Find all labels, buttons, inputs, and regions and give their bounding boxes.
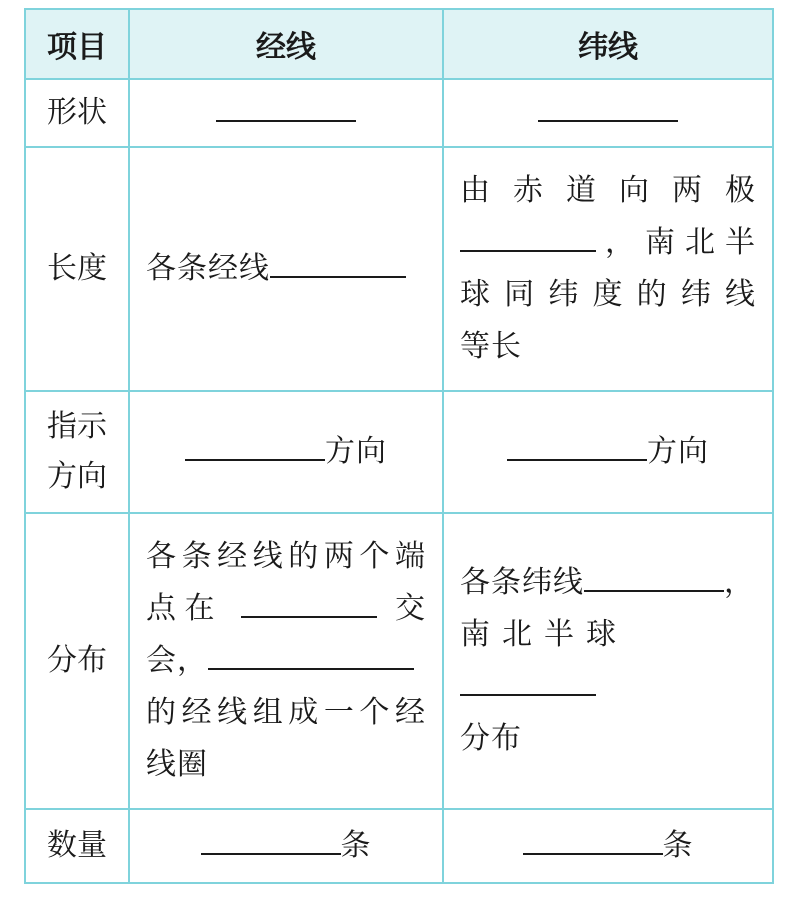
label-shape: 形状 (25, 79, 129, 147)
parallel-length-blank[interactable] (460, 220, 596, 252)
label-direction (25, 391, 129, 513)
parallel-dist-line2-text: 南北半球 (460, 617, 628, 652)
comparison-table (24, 8, 774, 884)
meridian-length-blank[interactable] (270, 246, 406, 278)
label-direction-line2: 方向 (47, 459, 107, 494)
parallel-dist-blank-2[interactable] (460, 664, 596, 696)
meridian-length-cell (129, 147, 443, 391)
label-direction-line1: 指示 (47, 409, 107, 444)
row-direction (25, 391, 773, 513)
meridian-dist-line2-a: 点在 (146, 591, 223, 626)
row-shape (25, 79, 773, 147)
meridian-dist-blank-1[interactable] (241, 586, 377, 618)
meridian-direction-suffix: 方向 (325, 434, 387, 469)
meridian-shape-blank[interactable] (216, 90, 356, 122)
row-count (25, 809, 773, 883)
meridian-shape-cell (129, 79, 443, 147)
label-count: 数量 (25, 809, 129, 883)
meridian-dist-line3 (146, 635, 426, 687)
meridian-direction-blank[interactable] (185, 429, 325, 461)
meridian-direction-cell (129, 391, 443, 513)
parallel-dist-line1-text: 各条纬线 (460, 565, 584, 600)
parallel-length-cell (443, 147, 773, 391)
meridian-dist-line5: 线圈 (146, 747, 208, 782)
meridian-dist-line1: 各条经线的两个端 (146, 539, 426, 574)
parallel-count-cell (443, 809, 773, 883)
row-length (25, 147, 773, 391)
meridian-count-cell (129, 809, 443, 883)
meridian-dist-line3-a: 会， (146, 643, 208, 678)
label-length: 长度 (25, 147, 129, 391)
parallel-count-blank[interactable] (523, 823, 663, 855)
header-meridian: 经线 (129, 9, 443, 79)
parallel-dist-line1-end: ， (724, 565, 755, 600)
header-item: 项目 (25, 9, 129, 79)
parallel-dist-line1 (460, 557, 756, 609)
meridian-count-suffix: 条 (340, 828, 372, 863)
meridian-count-blank[interactable] (201, 823, 341, 855)
parallel-length-line2 (460, 217, 756, 269)
meridian-distribution-cell (129, 513, 443, 809)
meridian-dist-line4: 的经线组成一个经 (146, 695, 426, 730)
parallel-length-line3: 球同纬度的纬线 (460, 277, 756, 312)
parallel-direction-cell (443, 391, 773, 513)
parallel-dist-line2 (460, 609, 756, 713)
parallel-distribution-cell (443, 513, 773, 809)
header-row (25, 9, 773, 79)
parallel-length-line1: 由赤道向两极 (460, 173, 756, 208)
parallel-direction-suffix: 方向 (647, 434, 709, 469)
header-parallel: 纬线 (443, 9, 773, 79)
parallel-length-after-blank: ，南北半 (596, 225, 756, 260)
meridian-dist-blank-2[interactable] (208, 638, 414, 670)
parallel-count-suffix: 条 (662, 828, 694, 863)
parallel-dist-blank-1[interactable] (584, 560, 724, 592)
parallel-shape-cell (443, 79, 773, 147)
label-distribution: 分布 (25, 513, 129, 809)
parallel-dist-line3: 分布 (460, 721, 522, 756)
parallel-direction-blank[interactable] (507, 429, 647, 461)
meridian-length-text: 各条经线 (146, 251, 270, 286)
meridian-dist-line2 (146, 583, 426, 635)
meridian-dist-line2-b: 交 (394, 591, 426, 626)
parallel-length-line4: 等长 (460, 329, 522, 364)
row-distribution (25, 513, 773, 809)
parallel-shape-blank[interactable] (538, 90, 678, 122)
